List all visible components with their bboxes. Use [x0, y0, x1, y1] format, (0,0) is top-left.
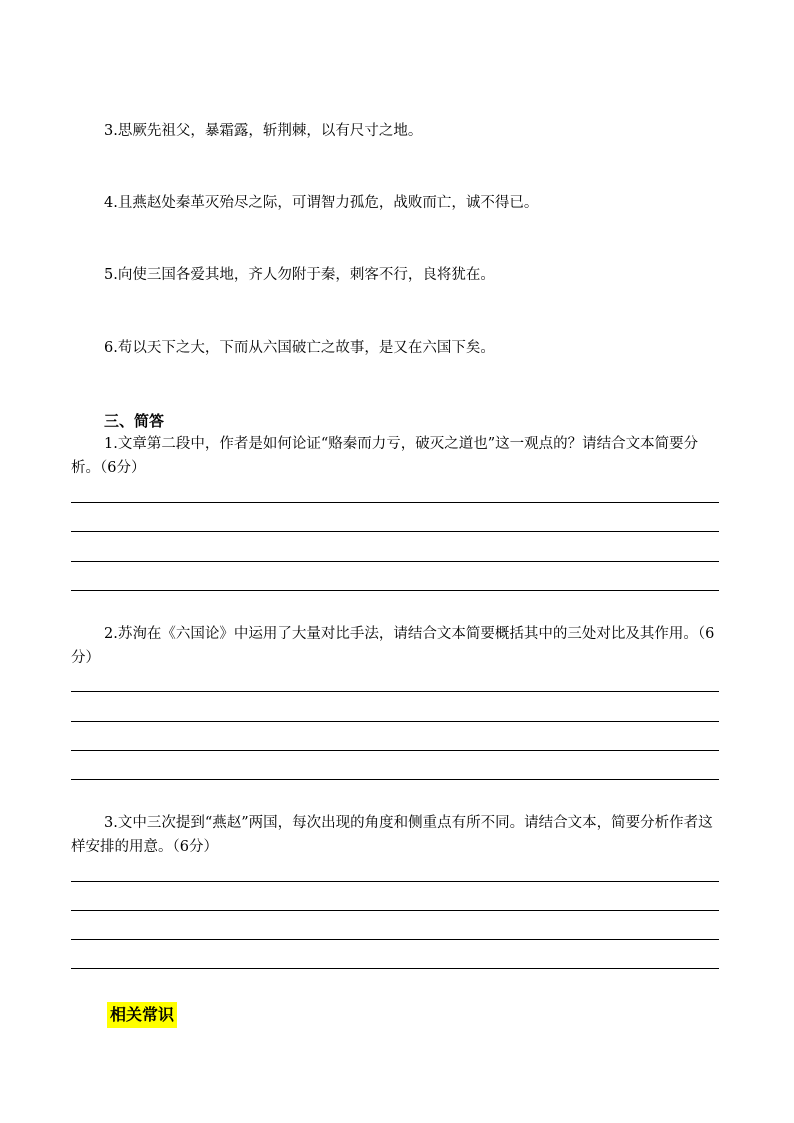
answer-line[interactable] [71, 502, 719, 503]
sentence-6: 6.苟以天下之大，下而从六国破亡之故事，是又在六国下矣。 [104, 340, 495, 356]
answer-line[interactable] [71, 721, 719, 722]
question-1: 1.文章第二段中，作者是如何论证“赂秦而力亏，破灭之道也”这一观点的？请结合文本简要分析。（6分） [71, 436, 699, 476]
sentence-3: 3.思厥先祖父，暴霜露，斩荆棘，以有尺寸之地。 [104, 123, 423, 139]
answer-line[interactable] [71, 561, 719, 562]
question-2: 2.苏洵在《六国论》中运用了大量对比手法，请结合文本简要概括其中的三处对比及其作用。（6分） [71, 626, 715, 666]
section-title: 三、简答 [104, 412, 165, 430]
answer-line[interactable] [71, 590, 719, 591]
answer-line[interactable] [71, 779, 719, 780]
answer-line[interactable] [71, 531, 719, 532]
highlighted-heading: 相关常识 [107, 1002, 177, 1028]
sentence-4: 4.且燕赵处秦革灭殆尽之际，可谓智力孤危，战败而亡，诚不得已。 [104, 195, 539, 211]
answer-line[interactable] [71, 910, 719, 911]
answer-line[interactable] [71, 968, 719, 969]
answer-line[interactable] [71, 939, 719, 940]
answer-line[interactable] [71, 750, 719, 751]
answer-line[interactable] [71, 881, 719, 882]
question-3: 3.文中三次提到“燕赵”两国，每次出现的角度和侧重点有所不同。请结合文本，简要分析作者这样安排的用意。（6分） [71, 815, 713, 855]
answer-line[interactable] [71, 691, 719, 692]
sentence-5: 5.向使三国各爱其地，齐人勿附于秦，刺客不行，良将犹在。 [104, 267, 495, 283]
